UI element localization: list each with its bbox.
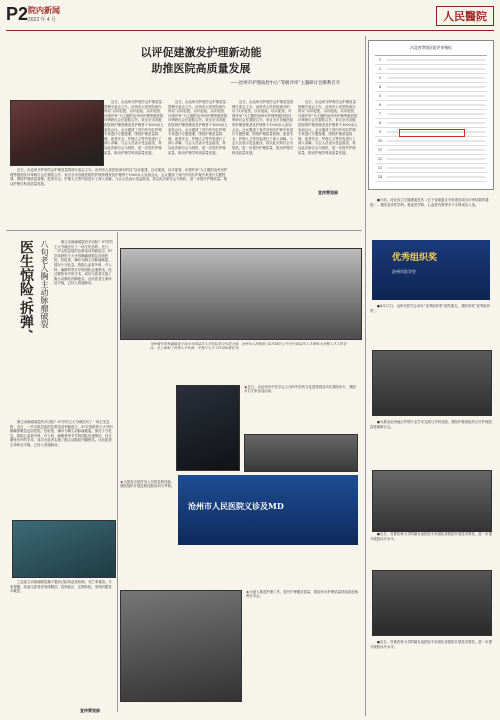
section-name: 院内新闻 (28, 5, 60, 15)
lead-subtitle: ——沧州市护理质控中心“等级评审”主题研讨会顺利召开 (230, 81, 340, 86)
score-table-cell-bar (387, 149, 485, 151)
side-caption-1: ★近日，由沧州市中医学会主办的中医药文化进校园活动在我院举行，我院多名专家参加活动。 (244, 385, 356, 394)
left-feature-headline: 医生惊险‘拆弹’ (18, 240, 34, 334)
score-table-cell: 14 (377, 175, 383, 179)
right-item-3: ●为推动沧州地区护理专业学术交流与学科发展，我院护理部组织召开护理质量管理研讨会。 (370, 420, 492, 429)
bottom-photo (120, 590, 242, 702)
score-table-title: 河北省等级医院评审指标 (410, 45, 452, 50)
side-photo-2 (244, 434, 358, 472)
score-table-image (368, 40, 494, 190)
masthead (6, 4, 494, 28)
right-photo-2 (372, 350, 492, 416)
left-feature-subhead: 八旬老人胸主动脉瘤破裂 (40, 240, 49, 328)
score-table-cell: 6 (378, 103, 382, 107)
section-rule (6, 230, 362, 231)
score-table-cell-bar (387, 158, 485, 160)
score-table-cell: 7 (378, 112, 382, 116)
score-table-cell-bar (387, 104, 485, 106)
side-caption-2: ★为提高全院医务人员的急救技能，我院组织开展急救技能培训与考核。 (120, 480, 175, 489)
score-table-cell-bar (387, 122, 485, 124)
left-feature-body-3: 之急症主动脉瘤破裂属于极其凶险的血管疾病，死亡率极高。专家提醒，高血压患者应规律服药，控制血压，定期体检，发现问题及早就医。 (10, 580, 112, 594)
score-table-cell-bar (387, 176, 485, 178)
score-table-cell-bar (387, 167, 485, 169)
score-table-row (375, 74, 487, 83)
lead-body-bottom: 近日，由沧州市护理学会护理质量管理专委会主办，沧州市人民医院承办的以“以评促建、以评促改、以评促管、评建并举”为主题的沧州市护理等级医院评审研讨会在我院召开。来自全市各级医院的护理管理者及护理骨干1000余人参加会议。会议邀请了省内外知名护理专家进行专题授课，围绕护理质量管理、患者安全、护理人文等内容进行了深入讲解。与会人员表示受益匪浅，将以此次研讨会为契机，进一步提升护理质量，推动护理学科高质量发展。 (10, 168, 228, 186)
score-table-row (375, 137, 487, 146)
event-banner-title: 沧州市人民医院义诊及MD (188, 501, 284, 511)
lead-byline: 宣传策划部 (318, 190, 338, 195)
score-table-row (375, 65, 487, 74)
score-table-row (375, 92, 487, 101)
score-table-cell: 10 (377, 139, 383, 143)
lead-body-col3: 近日，由沧州市护理学会护理质量管理专委会主办，沧州市人民医院承办的以“以评促建、以评促改、以评促管、评建并举”为主题的沧州市护理等级医院评审研讨会在我院召开。来自全市各级医院的护理管理者及护理骨干1000余人参加会议。会议邀请了省内外知名护理专家进行专题授课，围绕护理质量管理、患者安全、护理人文等内容进行了深入讲解。与会人员表示受益匪浅，将以此次研讨会为契机，进一步提升护理质量，推动护理学科高质量发展。 (232, 100, 294, 155)
right-item-5: ●近日，首都医科大学附属友谊医院专家团队来我院开展技术帮扶，进一步提升我院诊疗水平。 (370, 640, 492, 649)
award-banner-sub: 沧州市医学会 (392, 269, 416, 274)
score-table-cell-bar (387, 59, 485, 61)
lead-body-col1: 近日，由沧州市护理学会护理质量管理专委会主办，沧州市人民医院承办的以“以评促建、以评促改、以评促管、评建并举”为主题的沧州市护理等级医院评审研讨会在我院召开。来自全市各级医院的护理管理者及护理骨干1000余人参加会议。会议邀请了省内外知名护理专家进行专题授课，围绕护理质量管理、患者安全、护理人文等内容进行了深入讲解。与会人员表示受益匪浅，将以此次研讨会为契机，进一步提升护理质量，推动护理学科高质量发展。 (104, 100, 164, 155)
right-photo-3 (372, 470, 492, 532)
score-table-row (375, 101, 487, 110)
left-byline: 宣传策划部 (80, 708, 100, 713)
score-table-row (375, 173, 487, 182)
right-photo-4 (372, 570, 492, 636)
left-feature-body: 胸主动脉瘤破裂有多凶险？87岁的王大爷就经历了一场生死急救。近日，一声尖锐急促的急救电话划破夜空，87岁高龄的王大爷因胸痛被紧急送到医院。经检查，确诊为胸主动脉瘤破裂，情况十分危急。我院心血管外科、介入科、麻醉科等多学科团队迅速集结，经过紧张有序的手术，成功为患者实施了胸主动脉腔内隔绝术。目前患者生命体征平稳，已转入普通病房。 (54, 240, 113, 286)
score-table-cell: 2 (378, 67, 382, 71)
highlight-row (399, 129, 465, 137)
lead-title-line1: 以评促建激发护理新动能 (140, 46, 262, 59)
score-table-row (375, 155, 487, 164)
score-table-row (375, 83, 487, 92)
right-item-4: ●近日，首都医科大学附属友谊医院专家团队来我院开展技术帮扶，进一步提升我院诊疗水平。 (370, 532, 492, 541)
score-table-row (375, 164, 487, 173)
score-table-cell: 11 (377, 148, 383, 152)
lead-body-col2: 近日，由沧州市护理学会护理质量管理专委会主办，沧州市人民医院承办的以“以评促建、以评促改、以评促管、评建并举”为主题的沧州市护理等级医院评审研讨会在我院召开。来自全市各级医院的护理管理者及护理骨干1000余人参加会议。会议邀请了省内外知名护理专家进行专题授课，围绕护理质量管理、患者安全、护理人文等内容进行了深入讲解。与会人员表示受益匪浅，将以此次研讨会为契机，进一步提升护理质量，推动护理学科高质量发展。 (168, 100, 228, 155)
right-item-2: ●4月27日，沧州市医学会举办“优秀组织奖”颁奖典礼，我院荣获“优秀组织奖”。 (370, 304, 490, 313)
score-table-row (375, 56, 487, 65)
score-table-cell: 1 (378, 58, 382, 62)
score-table-cell-bar (387, 77, 485, 79)
page-number: P2 (6, 4, 29, 24)
score-table-cell-bar (387, 68, 485, 70)
left-photo-1 (12, 520, 116, 578)
award-banner-photo (372, 240, 490, 300)
right-item-1: ●日前，河北省卫生健康委发布《关于省级重点专科建设项目评审结果的通报》，我院急诊医学科、重症医学科、心血管内科等多个专科成功入选。 (370, 198, 489, 207)
score-table-cell: 3 (378, 76, 382, 80)
group-photo (120, 248, 362, 340)
bottom-caption: ★为深入推进护理工作，提升护理服务质量，我院举办护理质量持续改进案例分享会。 (246, 590, 358, 599)
score-table-cell-bar (387, 113, 485, 115)
masthead-rule (6, 30, 494, 31)
score-table-row (375, 110, 487, 119)
group-photo-caption: 为积极引导和鼓励各方加大对高层次人才的培养与引进力度，沧州市人民医院于4月18日上午召开高层次人才表彰大会暨人才工作会议。会上表彰了优秀人才代表，并签订人才工作目标责任书。 (150, 342, 347, 351)
score-table-cell: 5 (378, 94, 382, 98)
score-table-row (375, 119, 487, 128)
score-table-cell: 9 (378, 130, 382, 134)
left-feature-body-2: 胸主动脉瘤破裂有多凶险？87岁的王大爷就经历了一场生死急救。近日，一声尖锐急促的急救电话划破夜空，87岁高龄的王大爷因胸痛被紧急送到医院。经检查，确诊为胸主动脉瘤破裂，情况十分危急。我院心血管外科、介入科、麻醉科等多学科团队迅速集结，经过紧张有序的手术，成功为患者实施了胸主动脉腔内隔绝术。目前患者生命体征平稳，已转入普通病房。 (10, 420, 113, 447)
paper-logo: 人民醫院 (436, 6, 494, 26)
score-table-row (375, 146, 487, 155)
lead-title-line2: 助推医院高质量发展 (151, 62, 251, 75)
score-table-cell: 12 (377, 157, 383, 161)
column-rule-right (365, 36, 366, 716)
score-table-cell-bar (387, 86, 485, 88)
speaker-photo (176, 385, 240, 471)
lead-photo (10, 100, 104, 166)
score-table-cell: 8 (378, 121, 382, 125)
issue-date: 2023 年 4 月 (28, 17, 57, 23)
score-table-cell: 4 (378, 85, 382, 89)
score-table-cell-bar (387, 95, 485, 97)
lead-body-col4: 近日，由沧州市护理学会护理质量管理专委会主办，沧州市人民医院承办的以“以评促建、以评促改、以评促管、评建并举”为主题的沧州市护理等级医院评审研讨会在我院召开。来自全市各级医院的护理管理者及护理骨干1000余人参加会议。会议邀请了省内外知名护理专家进行专题授课，围绕护理质量管理、患者安全、护理人文等内容进行了深入讲解。与会人员表示受益匪浅，将以此次研讨会为契机，进一步提升护理质量，推动护理学科高质量发展。 (298, 100, 358, 155)
score-table-cell: 13 (377, 166, 383, 170)
score-table-cell-bar (387, 140, 485, 142)
event-banner-photo (178, 475, 358, 545)
column-rule-left (117, 232, 118, 712)
award-banner-title: 优秀组织奖 (392, 253, 438, 263)
